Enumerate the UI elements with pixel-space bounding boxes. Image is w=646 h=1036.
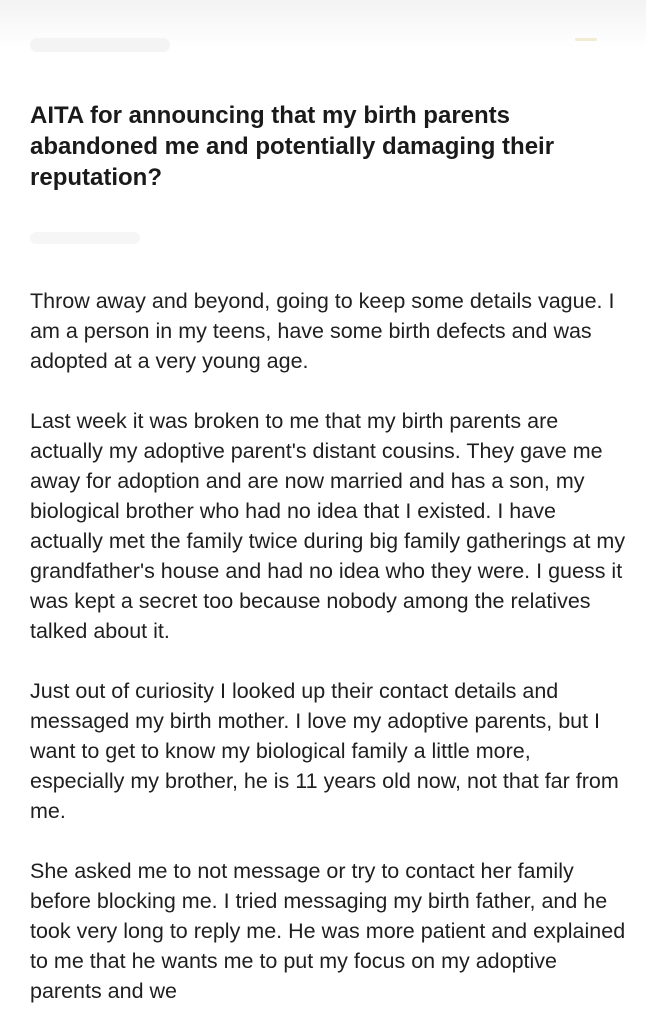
- post-title: AITA for announcing that my birth parents abandoned me and potentially damaging their reputation?: [30, 102, 555, 191]
- bottom-edge: [0, 1018, 646, 1024]
- post-paragraph: Just out of curiosity I looked up their contact details and messaged my birth mother. I love my adoptive parents, but I want to get to know my biological family a little more, especially my brother, he is 11 years old now, not that far from me.: [30, 679, 619, 823]
- post-paragraph: Throw away and beyond, going to keep some details vague. I am a person in my teens, have some birth defects and was adopted at a very young age.: [30, 289, 615, 373]
- blurred-header: [0, 0, 646, 80]
- post-paragraph: Last week it was broken to me that my birth parents are actually my adoptive parent's distant cousins. They gave me away for adoption and are now married and has a son, my biological brother who had no idea that I existed. I have actually met the family twice during big family gatherings at my grandfather's house and had no idea who they were. I guess it was kept a secret too because nobody among the relatives talked about it.: [30, 409, 626, 643]
- post-body: [30, 286, 626, 1036]
- post-header: [30, 100, 626, 193]
- post-paragraph: She asked me to not message or try to contact her family before blocking me. I tried messaging my birth father, and he took very long to reply me. He was more patient and explained to me that he wants me to put my focus on my adoptive parents and we: [30, 859, 626, 1003]
- blurred-username: [30, 38, 170, 52]
- blurred-badge: [575, 38, 597, 41]
- blurred-post-meta: [30, 232, 140, 244]
